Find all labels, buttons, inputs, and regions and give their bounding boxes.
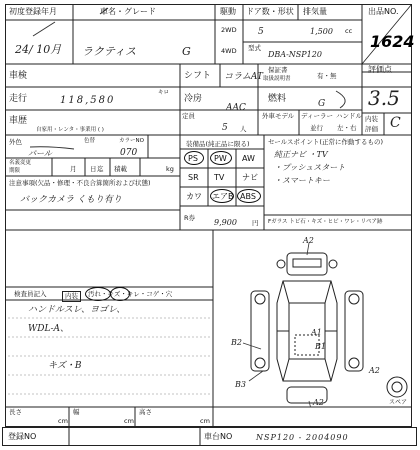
ac-value: AAC bbox=[226, 103, 246, 113]
shift-label: シフト bbox=[184, 71, 212, 81]
inspector-line: WDL-A、 bbox=[28, 324, 69, 334]
car-name-value: ラクティス bbox=[82, 45, 137, 58]
damage-mark: B2 bbox=[231, 338, 242, 347]
airbag-circle bbox=[210, 189, 234, 203]
fuel-label: 燃料 bbox=[268, 94, 287, 104]
mark-pointer bbox=[249, 371, 263, 381]
model-label: 型式 bbox=[248, 44, 261, 52]
damage-mark: A2 bbox=[313, 398, 324, 407]
notes-value: バックカメラ くもり有り bbox=[20, 195, 122, 205]
dealer-sub: 並行 bbox=[310, 124, 323, 132]
drive-label: 駆動 bbox=[220, 7, 236, 16]
name-change-label: 名義変更 bbox=[9, 160, 32, 166]
sales-point-item: ・プッシュスタート bbox=[274, 163, 346, 172]
reg-no-label: 登録NO bbox=[8, 432, 37, 441]
sales-point-title: セールスポイント(正常に作動するもの) bbox=[268, 138, 383, 146]
first-reg-label: 初度登録年月 bbox=[9, 7, 57, 16]
doors-shape-label: ドア数・形状 bbox=[246, 7, 294, 16]
damage-mark: B3 bbox=[235, 380, 246, 389]
color-no-value: 070 bbox=[120, 148, 138, 158]
left-front-wheel bbox=[255, 294, 265, 304]
spare-tire bbox=[387, 377, 407, 397]
inspection-label: 車検 bbox=[9, 71, 28, 81]
dealer-label: ディーラー bbox=[301, 112, 333, 120]
sales-point-item: ・スマートキー bbox=[274, 176, 330, 185]
right-side bbox=[345, 291, 363, 371]
interior-label: 内装 bbox=[365, 115, 378, 123]
color-value: パール bbox=[28, 149, 52, 158]
doors-value: 5 bbox=[258, 27, 264, 37]
right-front-wheel bbox=[349, 294, 359, 304]
name-grade-label: 車名・グレード bbox=[100, 7, 156, 16]
warranty-sub: 取扱説明書 bbox=[263, 76, 291, 82]
drive-4wd-label: 4WD bbox=[221, 47, 237, 55]
scratch-circle bbox=[110, 287, 130, 301]
drive-2wd-label: 2WD bbox=[221, 26, 237, 34]
yen-unit: 円 bbox=[252, 219, 259, 227]
shift-value: コラムAT bbox=[224, 72, 263, 82]
equipment-ps: PS bbox=[188, 154, 198, 163]
warranty-label: 保証書 bbox=[268, 66, 288, 74]
front-left-wheel bbox=[277, 260, 285, 268]
mileage-label: 走行 bbox=[9, 94, 28, 104]
ps-circle bbox=[184, 151, 204, 165]
warranty-option: 有・無 bbox=[317, 72, 337, 80]
recycle-label: R券 bbox=[184, 214, 196, 222]
length-unit: cm bbox=[58, 417, 68, 425]
width-unit: cm bbox=[124, 417, 134, 425]
mileage-value: 118,580 bbox=[60, 95, 116, 106]
sales-point-item: 純正ナビ ・TV bbox=[274, 150, 328, 159]
color-change-label: 色替 bbox=[84, 138, 96, 144]
vehicle-damage-diagram bbox=[215, 231, 415, 407]
right-rear-wheel bbox=[349, 358, 359, 368]
capacity-label: 定員 bbox=[182, 112, 195, 120]
mark-pointer bbox=[243, 343, 261, 349]
date-label: 日 bbox=[90, 165, 97, 173]
grade-value: G bbox=[182, 45, 191, 58]
height-unit: cm bbox=[200, 417, 210, 425]
score-value: 3.5 bbox=[368, 86, 400, 110]
km-unit: キロ bbox=[158, 90, 170, 96]
height-label: 高さ bbox=[139, 408, 152, 416]
equipment-title: 装備品(純正品に限る) bbox=[186, 140, 250, 148]
inspector-title: 検査員記入 bbox=[14, 290, 47, 298]
name-change-deadline: 期限 bbox=[9, 168, 21, 174]
inspector-line: ハンドルスレ、ヨゴレ、 bbox=[28, 305, 126, 315]
spare-label: スペア bbox=[389, 399, 408, 406]
history-sub: 自家用・レンタ・事業用 ( ) bbox=[36, 127, 104, 133]
inspector-line: キズ・B bbox=[48, 361, 82, 371]
equipment-navi: ナビ bbox=[242, 173, 258, 182]
equipment-leather: カワ bbox=[186, 192, 202, 201]
fuel-value: G bbox=[318, 99, 326, 109]
handle-option: 左・右 bbox=[337, 124, 357, 132]
ac-label: 冷房 bbox=[184, 94, 203, 104]
recycle-value: 9,900 bbox=[214, 218, 237, 227]
left-side bbox=[251, 291, 269, 371]
month-label: 月 bbox=[70, 165, 77, 173]
equipment-abs: ABS bbox=[240, 192, 256, 201]
length-label: 長さ bbox=[9, 408, 22, 416]
equipment-aw: AW bbox=[242, 154, 255, 163]
inspector-interior-label: 内装 bbox=[62, 291, 81, 302]
damage-mark: A2 bbox=[303, 236, 314, 245]
equipment-tv: TV bbox=[214, 173, 225, 182]
date-deadline-label: 迄 bbox=[97, 165, 104, 173]
abs-circle bbox=[237, 189, 261, 203]
damage-mark: A2 bbox=[369, 366, 380, 375]
first-reg-value: 24/ 10月 bbox=[15, 43, 62, 56]
damage-mark: B1 bbox=[315, 342, 326, 351]
capacity-unit: 人 bbox=[240, 125, 247, 133]
equipment-sr: SR bbox=[188, 173, 199, 182]
displacement-value: 1,500 bbox=[310, 27, 333, 36]
width-label: 幅 bbox=[73, 408, 80, 416]
handle-label: ハンドル bbox=[336, 112, 362, 120]
stock-no-label: 出品NO. bbox=[368, 7, 399, 16]
front-glass bbox=[293, 259, 321, 267]
color-label: 外色 bbox=[9, 138, 22, 146]
history-label: 車歴 bbox=[9, 116, 28, 126]
damage-mark: A1 bbox=[311, 328, 322, 337]
model-value: DBA-NSP120 bbox=[268, 50, 322, 59]
equipment-airbag: エアB bbox=[212, 192, 234, 201]
left-rear-wheel bbox=[255, 358, 265, 368]
front-right-wheel bbox=[329, 260, 337, 268]
capacity-value: 5 bbox=[222, 123, 228, 133]
inspector-checks: 汚れ・キズ・キレ・コゲ・穴 bbox=[88, 290, 173, 298]
cc-unit: cc bbox=[345, 27, 353, 35]
displacement-label: 排気量 bbox=[303, 7, 327, 16]
chassis-value: NSP120 - 2004090 bbox=[256, 433, 349, 442]
notes-title: 注意事項(欠品・修理・不良合算箇所および状態) bbox=[9, 179, 151, 187]
interior-sub: 評価 bbox=[365, 125, 378, 133]
score-label: 評価点 bbox=[368, 65, 392, 74]
color-no-label: カラーNO bbox=[119, 138, 144, 144]
exterior-model-label: 外車モデル bbox=[262, 112, 295, 120]
equipment-pw: PW bbox=[214, 154, 227, 163]
glass-label: Fガラス トビ石・キズ・ヒビ・ワレ・リペア跡 bbox=[268, 219, 383, 225]
dirt-circle bbox=[85, 287, 111, 301]
pw-circle bbox=[210, 151, 232, 165]
chassis-label: 車台NO bbox=[204, 432, 233, 441]
loading-label: 積載 bbox=[114, 165, 127, 173]
interior-value: C bbox=[390, 115, 401, 131]
mark-pointer bbox=[309, 401, 311, 407]
kg-unit: kg bbox=[166, 165, 174, 173]
stock-number: 1624 bbox=[370, 32, 415, 51]
